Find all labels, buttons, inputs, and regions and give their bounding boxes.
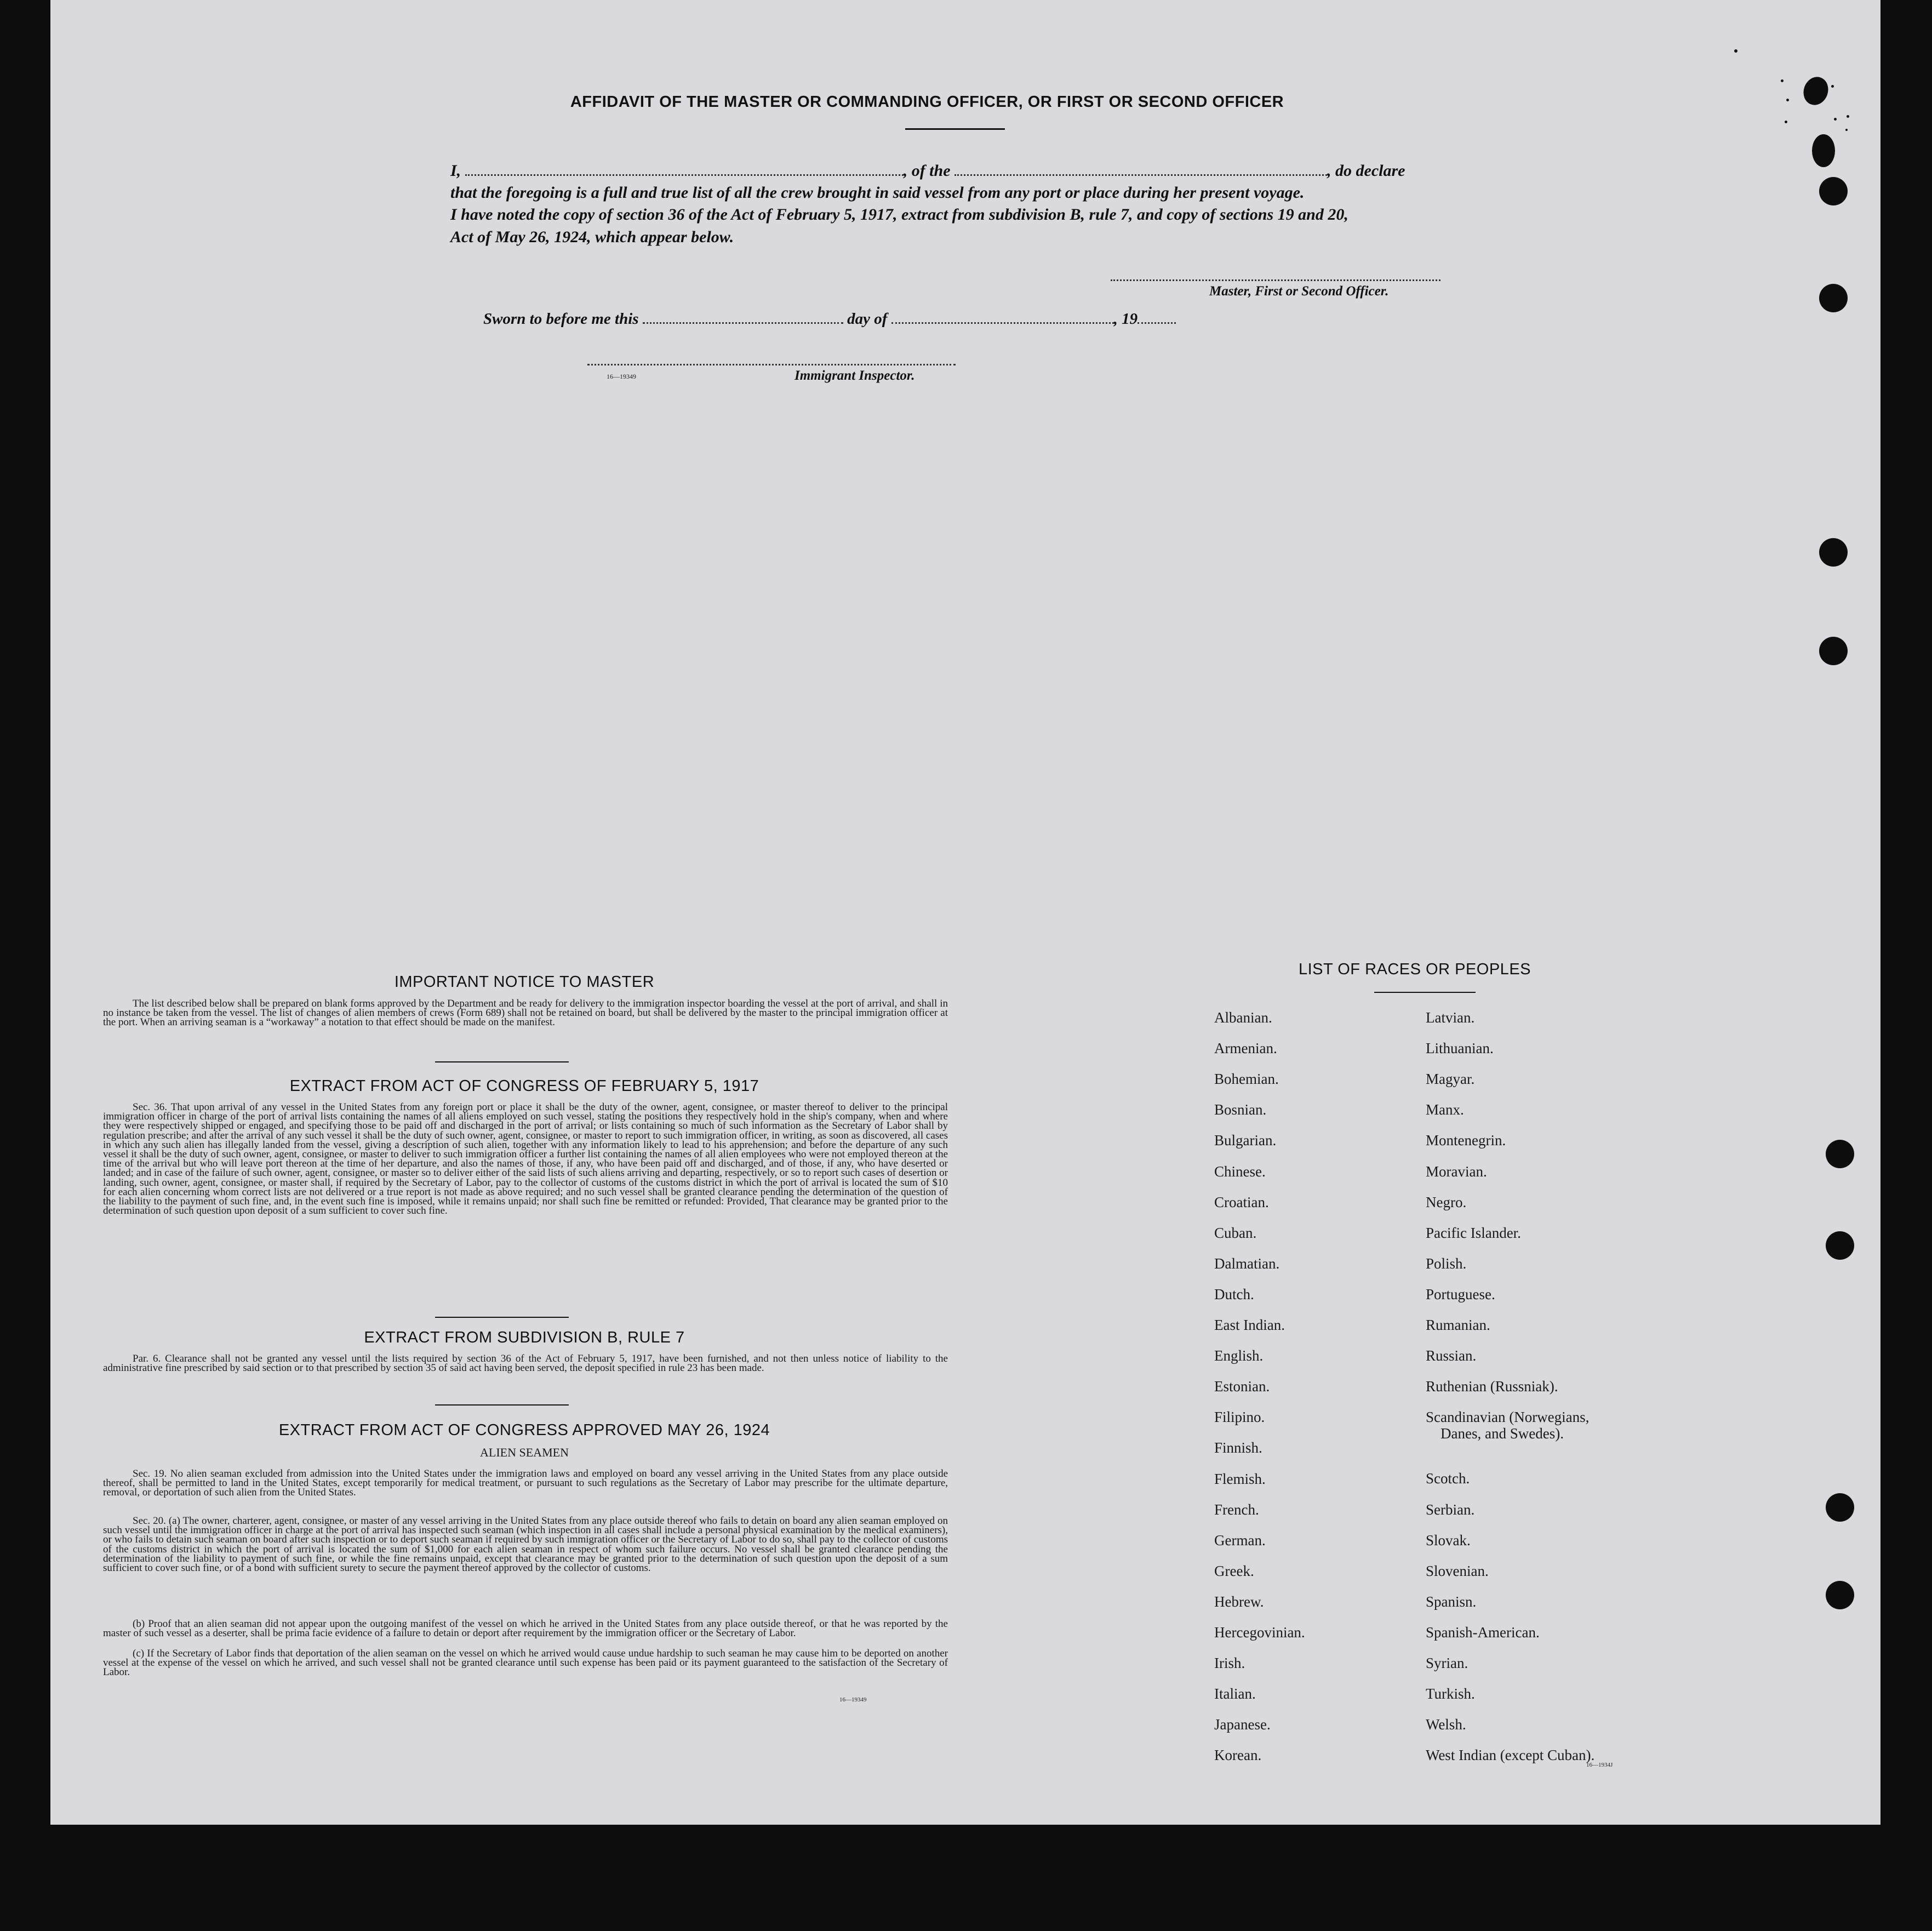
speck [1831,85,1834,88]
declaration-do-declare: , do declare [1327,162,1405,180]
vessel-blank[interactable] [954,162,1327,176]
race-item: Lithuanian. [1426,1040,1494,1057]
race-item: Japanese. [1214,1716,1271,1733]
speck [1786,99,1789,101]
race-item: German. [1214,1532,1266,1549]
race-item: Russian. [1426,1347,1477,1364]
race-item: Albanian. [1214,1009,1272,1026]
race-item: Moravian. [1426,1163,1487,1180]
name-blank[interactable] [465,162,904,176]
extract-form-number: 16—19349 [839,1696,867,1703]
race-item: Spanish-American. [1426,1624,1540,1641]
extract-1917-title: EXTRACT FROM ACT OF CONGRESS OF FEBRUARY 5, 1917 [289,1077,759,1095]
race-item: Syrian. [1426,1655,1468,1671]
document-sheet [50,0,1880,1825]
race-item: Croatian. [1214,1193,1269,1210]
race-item: Welsh. [1426,1716,1466,1733]
extract-1917-rule [435,1317,569,1318]
inspector-signature-line[interactable] [587,364,956,365]
races-form-number: 16—1934J [1586,1762,1613,1768]
races-rule [1374,992,1476,993]
year-text: , 19 [1113,310,1138,328]
race-item: Estonian. [1214,1378,1270,1395]
race-item: Italian. [1214,1686,1256,1703]
declaration-line-3: I have noted the copy of section 36 of the Act of February 5, 1917, extract from subdivision B, rule 7, and copy of sections 19 and 20, [450,205,1348,224]
race-item: West Indian (except Cuban). [1426,1747,1595,1764]
binder-hole [1826,1493,1854,1522]
race-item: Filipino. [1214,1409,1265,1426]
race-item: Ruthenian (Russniak). [1426,1378,1558,1395]
race-item: Magyar. [1426,1071,1475,1088]
race-item: English. [1214,1347,1264,1364]
binder-hole [1826,1581,1854,1609]
declaration-line-4: Act of May 26, 1924, which appear below. [450,228,734,246]
torn-corner-mark [1812,134,1835,167]
race-item: Bulgarian. [1214,1132,1277,1149]
race-item: Polish. [1426,1255,1467,1272]
affidavit-form-number: 16—19349 [607,373,636,380]
race-item: Slovenian. [1426,1562,1489,1579]
race-item: Greek. [1214,1562,1254,1579]
speck [1785,121,1787,123]
race-item: Spanisn. [1426,1593,1477,1610]
sec-20c-body: (c) If the Secretary of Labor finds that deportation of the alien seaman on the vessel on which he arrived would cause undue hardship to such seaman he may cause him to be deported on another vessel at the expense of the vessel on which he arrived, and such vessel shall not be granted clearance until such expense has been paid or its payment guaranteed to the satisfaction of the Secretary of Labor. [103,1648,948,1678]
torn-corner-mark [1799,73,1832,108]
race-item: Chinese. [1214,1163,1266,1180]
sec-20b-body: (b) Proof that an alien seaman did not appear upon the outgoing manifest of the vessel on which he arrived in the United States from any place outside thereof, or that he was reported by the master of such vessel as a deserter, shall be prima facie evidence of a failure to detain or deport after requirement by the immigration officer or the Secretary of Labor. [103,1618,948,1639]
race-item: French. [1214,1501,1259,1518]
declaration-line-1 [450,159,1519,182]
race-item: Flemish. [1214,1470,1266,1487]
race-item: Scandinavian (Norwegians, [1426,1409,1590,1426]
speck [1847,115,1849,118]
race-item: Bohemian. [1214,1071,1279,1088]
title-rule [905,128,1005,130]
binder-hole [1819,538,1848,567]
extract-b-rule [435,1404,569,1406]
declaration-of-the: , of the [903,162,951,180]
sworn-text: Sworn to before me this [483,310,639,328]
binder-hole [1826,1140,1854,1168]
race-item: Cuban. [1214,1224,1257,1241]
sworn-line [483,307,1552,331]
race-item: East Indian. [1214,1317,1285,1333]
affidavit-title: AFFIDAVIT OF THE MASTER OR COMMANDING OFFICER, OR FIRST OR SECOND OFFICER [570,93,1284,111]
race-item: Finnish. [1214,1439,1262,1456]
race-item: Negro. [1426,1193,1467,1210]
speck [1834,118,1837,121]
binder-hole [1819,284,1848,312]
notice-title: IMPORTANT NOTICE TO MASTER [394,973,655,991]
race-item: Bosnian. [1214,1101,1267,1118]
master-signature-line[interactable] [1111,279,1441,281]
binder-hole [1826,1231,1854,1260]
race-item: Montenegrin. [1426,1132,1506,1149]
race-item: Serbian. [1426,1501,1475,1518]
race-item: Korean. [1214,1747,1262,1764]
race-item: Armenian. [1214,1040,1277,1057]
extract-1924-title: EXTRACT FROM ACT OF CONGRESS APPROVED MAY 26, 1924 [278,1421,770,1439]
race-item: Turkish. [1426,1686,1475,1703]
sworn-day-blank[interactable] [643,310,843,324]
sec-20a-body: Sec. 20. (a) The owner, charterer, agent, consignee, or master of any vessel arriving in the United States from any place outside thereof who fails to detain on board any alien seaman employed on such vessel until the immigration officer in charge at the port of arrival has inspected such seaman (which inspection in all cases shall include a personal physical examination by the medical examiners), or who fails to detain such seaman on board after such inspection or to deport such seaman if required by such immigration officer or the Secretary of Labor to do so, shall pay to the collector of customs of the customs district in which the port of arrival is located the sum of $1,000 for each alien seaman in respect of whom such failure occurs. No vessel shall be granted clearance pending the determination of the liability to payment of such fine, or while the fine remains unpaid, except that clearance may be granted prior to the determination of such question upon the deposit of a sum sufficient to cover such fine, or of a bond with sufficient surety to secure the payment thereof approved by the collector of customs. [103,1515,948,1574]
race-item: Danes, and Swedes). [1441,1425,1564,1442]
extract-1917-body: Sec. 36. That upon arrival of any vessel in the United States from any foreign port or place it shall be the duty of the owner, agent, consignee, or master thereof to deliver to the principal immigration officer in charge of the port of arrival lists containing the names of all aliens employed on such vessel, stating the positions they respectively hold in the ship's company, when and where they were respectively shipped or engaged, and specifying those to be paid off and discharged in the port of arrival; or lists containing so much of such information as the Secretary of Labor shall by regulation prescribe; and after the arrival of any such vessel it shall be the duty of such owner, agent, consignee, or master to report to such immigration officer, in writing, as soon as discovered, all cases in which any such alien has illegally landed from the vessel, giving a description of such alien, together with any information likely to lead to his apprehension; and before the departure of any such vessel it shall be the duty of such owner, agent, consignee, or master to deliver to such immigration officer a further list containing the names of all alien employees who were not employed thereon at the time of the arrival but who will leave port thereon at the time of her departure, and also the names of those, if any, who have been paid off and discharged, and of those, if any, who have deserted or landed; and in case of the failure of such owner, agent, consignee, or master so to deliver either of the said lists of such aliens arriving and departing, respectively, or so to report such cases of desertion or landing, such owner, agent, consignee, or master shall, if required by the Secretary of Labor, pay to the collector of customs of the customs district in which the port of arrival is located the sum of $10 for each alien concerning whom correct lists are not delivered or a true report is not made as above required; and no such vessel shall be granted clearance pending the determination of the question of the liability to the payment of such fine, and, in the event such fine is imposed, while it remains unpaid; nor shall such fine be remitted or refunded: Provided, That clearance may be granted prior to the determination of such question upon deposit of a sum sufficient to cover such fine. [103,1101,948,1217]
notice-body: The list described below shall be prepared on blank forms approved by the Department and be ready for delivery to the immigration inspector boarding the vessel at the port of arrival, and shall in no instance be taken from the vessel. The list of changes of alien members of crews (Form 689) shall not be retained on board, but shall be delivered by the master to the principal immigration officer at the port. When an arriving seaman is a “workaway” a notation to that effect should be made on the manifest. [103,998,948,1029]
race-item: Hebrew. [1214,1593,1264,1610]
extract-b-title: EXTRACT FROM SUBDIVISION B, RULE 7 [364,1329,685,1346]
race-item: Pacific Islander. [1426,1224,1521,1241]
binder-hole [1819,177,1848,205]
race-item: Dutch. [1214,1286,1254,1302]
extract-b-body: Par. 6. Clearance shall not be granted any vessel until the lists required by section 36 of the Act of February 5, 1917, have been furnished, and not then unless notice of liability to the administrative fine prescribed by said section or to that prescribed by section 35 of said act having been served, the deposit specified in rule 23 has been made. [103,1353,948,1374]
races-title: LIST OF RACES OR PEOPLES [1298,961,1531,978]
alien-seamen-subtitle: ALIEN SEAMEN [480,1446,569,1459]
speck [1734,49,1737,53]
declaration-line-2: that the foregoing is a full and true list of all the crew brought in said vessel from any port or place during her present voyage. [450,184,1305,202]
notice-rule [435,1061,569,1062]
inspector-label: Immigrant Inspector. [794,368,915,383]
race-item: Irish. [1214,1655,1245,1672]
race-item: Hercegovinian. [1214,1624,1305,1641]
binder-hole [1819,637,1848,665]
race-item: Slovak. [1426,1532,1471,1549]
year-blank[interactable] [1138,310,1176,324]
race-item: Dalmatian. [1214,1255,1280,1272]
race-item: Latvian. [1426,1009,1475,1026]
sworn-month-blank[interactable] [891,310,1114,324]
speck [1845,129,1848,131]
race-item: Portuguese. [1426,1286,1495,1302]
race-item: Rumanian. [1426,1317,1490,1333]
day-of-text: day of [847,310,888,328]
race-item: Scotch. [1426,1470,1470,1487]
master-signature-label: Master, First or Second Officer. [1209,284,1389,299]
sec-19-body: Sec. 19. No alien seaman excluded from admission into the United States under the immigration laws and employed on board any vessel arriving in the United States from any place outside thereof, shall be permitted to land in the United States, except temporarily for medical treatment, or pursuant to such regulations as the Secretary of Labor may prescribe for the ultimate departure, removal, or deportation of such alien from the United States. [103,1468,948,1499]
declaration-i: I, [450,162,461,180]
race-item: Manx. [1426,1101,1464,1118]
speck [1781,79,1784,82]
